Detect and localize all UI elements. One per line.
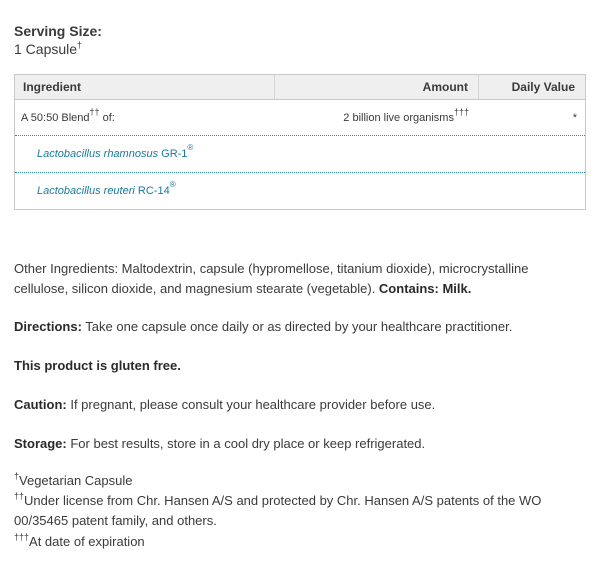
caution: Caution: If pregnant, please consult your healthcare provider before use. (14, 397, 436, 412)
footnote: †††At date of expiration (14, 532, 145, 549)
directions: Directions: Take one capsule once daily or as directed by your healthcare practitioner. (14, 319, 513, 334)
storage-label: Storage: (14, 436, 67, 451)
header-daily-value: Daily Value (511, 80, 575, 94)
serving-size-value: 1 Capsule† (14, 40, 83, 57)
table-row-blend (15, 99, 585, 135)
strain-name: Lactobacillus reuteri RC-14® (37, 180, 176, 197)
header-amount: Amount (275, 75, 479, 99)
table-row-strain (15, 135, 585, 172)
strain-name: Lactobacillus rhamnosus GR-1® (37, 143, 194, 160)
storage: Storage: For best results, store in a cool dry place or keep refrigerated. (14, 436, 426, 451)
supplement-facts-table (14, 74, 586, 210)
other-ingredients: Other Ingredients: Maltodextrin, capsule (hypromellose, titanium dioxide), microcrystalline cellulose, silicon dioxide, and magnesium stearate (vegetable). Contains: Milk. (14, 261, 529, 296)
dagger-mark: † (77, 40, 83, 50)
blend-name: A 50:50 Blend†† of: (21, 106, 115, 124)
footnote: †Vegetarian Capsule (14, 471, 133, 488)
contains-allergen: Contains: Milk. (378, 281, 472, 296)
blend-daily-value: * (572, 111, 577, 124)
registered-mark: ® (169, 180, 176, 189)
gluten-statement: This product is gluten free. (14, 358, 181, 373)
footnote: ††Under license from Chr. Hansen A/S and protected by Chr. Hansen A/S patents of the WO 00/35465 patent family, and others. (14, 491, 542, 528)
serving-size-title: Serving Size: (14, 23, 102, 39)
caution-label: Caution: (14, 397, 67, 412)
directions-label: Directions: (14, 319, 82, 334)
table-header-row (15, 75, 585, 99)
registered-mark: ® (187, 143, 194, 152)
header-ingredient: Ingredient (15, 75, 275, 99)
blend-amount: 2 billion live organisms††† (343, 106, 469, 124)
serving-size (14, 22, 102, 58)
table-row-strain (15, 172, 585, 209)
